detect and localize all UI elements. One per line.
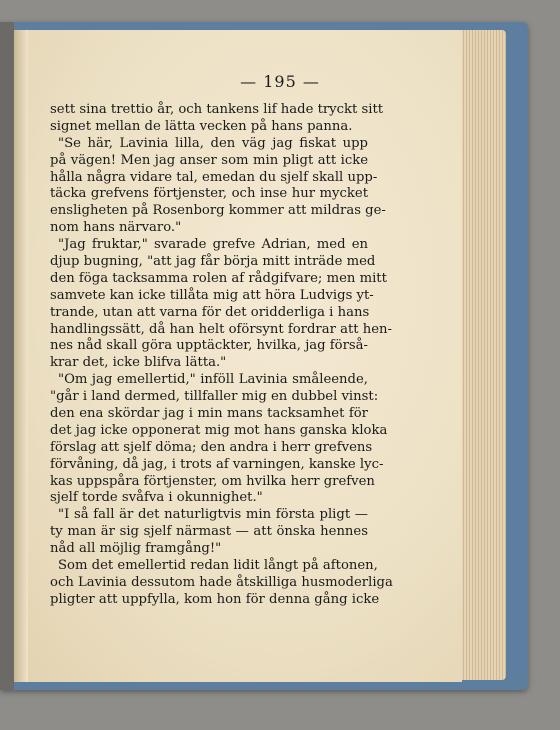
text-line: "Om jag emellertid," inföll Lavinia småleende, <box>58 372 368 388</box>
text-line: det jag icke opponerat mig mot hans ganska kloka <box>50 422 388 438</box>
text-line: den föga tacksamma rolen af rådgifvare; men mitt <box>50 270 387 286</box>
text-line: förvåning, då jag, i trots af varningen, kanske lyc- <box>50 456 384 472</box>
text-line: på vägen! Men jag anser som min pligt att icke <box>50 152 368 168</box>
text-line: ty man är sig sjelf närmast — att önska hennes <box>50 524 368 540</box>
text-line: handlingssätt, då han helt oförsynt fordrar att hen- <box>50 321 392 337</box>
text-line: trande, utan att varna för det oridderliga i hans <box>50 304 370 320</box>
text-line: samvete kan icke tillåta mig att höra Ludvigs yt- <box>50 287 374 303</box>
text-line: djup bugning, "att jag får börja mitt inträde med <box>50 254 376 270</box>
text-line: och Lavinia dessutom hade åtskilliga husmoderliga <box>50 574 393 590</box>
text-line: sjelf torde svåfva i okunnighet." <box>50 490 263 506</box>
text-line: krar det, icke blifva lätta." <box>50 355 227 371</box>
text-line: "I så fall är det naturligtvis min första pligt — <box>58 507 368 523</box>
text-line: "Jag fruktar," svarade grefve Adrian, med en <box>58 237 368 253</box>
text-line: "går i land dermed, tillfaller mig en dubbel vinst: <box>50 389 379 405</box>
page-number: — 195 — <box>240 72 320 91</box>
text-line: den ena skördar jag i min mans tacksamhet för <box>50 406 368 422</box>
text-line: signet mellan de lätta vecken på hans panna. <box>50 118 353 134</box>
text-line: förslag att sjelf döma; den andra i herr grefvens <box>50 439 373 455</box>
text-line: hålla några vidare tal, emedan du sjelf skall upp- <box>50 169 378 185</box>
text-line: nåd all möjlig framgång!" <box>50 541 222 557</box>
text-line: nom hans närvaro." <box>50 220 182 236</box>
text-line: täcka grefvens förtjenster, och inse hur mycket <box>50 186 368 202</box>
text-line: "Se här, Lavinia lilla, den väg jag fiskat upp <box>58 135 368 151</box>
text-line: ensligheten på Rosenborg kommer att mildras ge- <box>50 203 386 219</box>
text-line: Som det emellertid redan lidit långt på aftonen, <box>58 558 378 574</box>
text-line: nes nåd skall göra upptäckter, hvilka, jag förså- <box>50 338 368 354</box>
text-line: kas uppspåra förtjenster, om hvilka herr grefven <box>50 473 375 489</box>
text-line: pligter att uppfylla, kom hon för denna gång icke <box>50 591 380 607</box>
page-gutter <box>14 30 28 682</box>
book-spine-edge <box>0 22 14 690</box>
text-line: sett sina trettio år, och tankens lif hade tryckt sitt <box>50 102 384 117</box>
body-text <box>50 102 393 609</box>
